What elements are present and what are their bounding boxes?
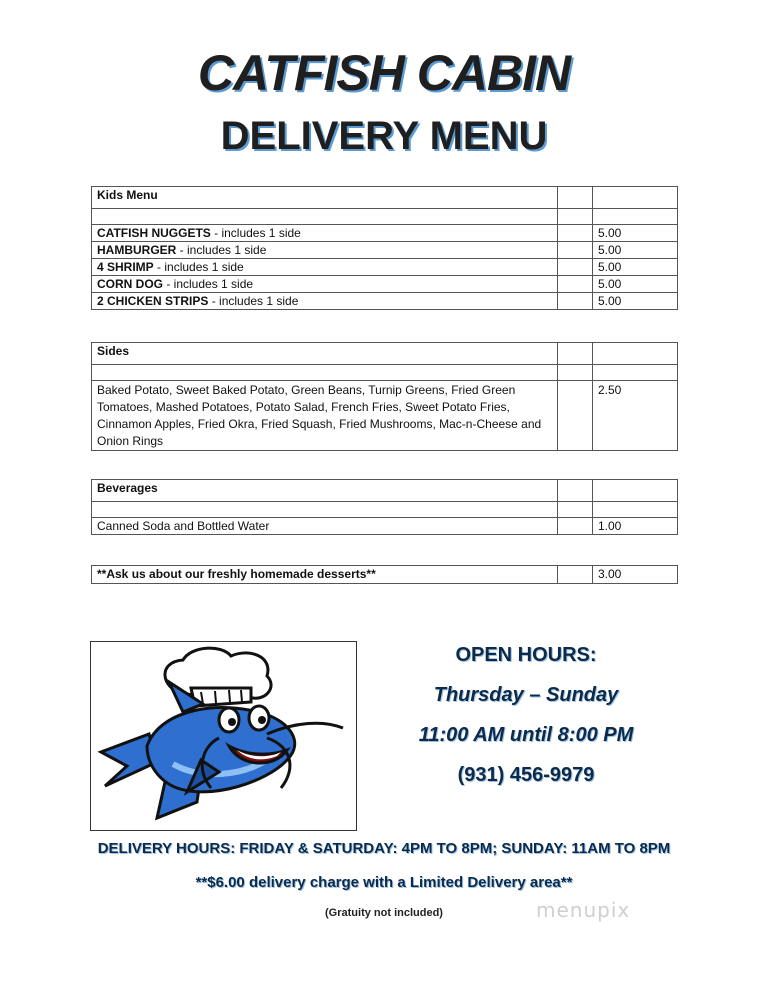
table-row [92,293,678,310]
item-price: 2.50 [593,381,678,451]
phone-number: (931) 456-9979 [457,764,595,786]
table-row [92,566,678,584]
sides-description: Baked Potato, Sweet Baked Potato, Green Beans, Turnip Greens, Fried Green Tomatoes, Mashed Potatoes, Potato Salad, French Fries, Sweet Potato Fries, Cinnamon Apples, Fried Okra, Fried Squash, Fried Mushrooms, Mac-n-Cheese and Onion Rings [92,381,558,451]
open-time: 11:00 AM until 8:00 PM [418,724,634,746]
item-name: CATFISH NUGGETS [97,226,211,240]
item-name: HAMBURGER [97,243,177,257]
open-days: Thursday – Sunday [433,684,619,706]
item-desc: - includes 1 side [153,260,244,274]
delivery-hours: DELIVERY HOURS: FRIDAY & SATURDAY: 4PM TO 8PM; SUNDAY: 11AM TO 8PM [97,840,671,857]
sides-table [91,342,678,451]
gratuity-note: (Gratuity not included) [325,907,443,919]
table-row [92,259,678,276]
menupix-watermark: menupix [536,898,631,922]
item-price: 5.00 [593,276,678,293]
table-row [92,343,678,365]
item-price: 5.00 [593,225,678,242]
item-price: 1.00 [593,518,678,535]
item-name: 4 SHRIMP [97,260,154,274]
item-desc: - includes 1 side [210,226,301,240]
item-name: CORN DOG [97,277,163,291]
catfish-chef-icon [91,642,356,830]
desserts-note: **Ask us about our freshly homemade desserts** [92,566,558,584]
item-price: 3.00 [593,566,678,584]
item-desc: - includes 1 side [176,243,267,257]
beverages-heading: Beverages [92,480,558,502]
table-row [92,480,678,502]
table-row [92,187,678,209]
item-price: 5.00 [593,242,678,259]
kids-menu-heading: Kids Menu [92,187,558,209]
item-desc: - includes 1 side [163,277,254,291]
restaurant-title: CATFISH CABIN [197,45,571,101]
table-row [92,518,678,535]
kids-menu-table [91,186,678,310]
beverages-table [91,479,678,535]
table-row [92,276,678,293]
beverage-item: Canned Soda and Bottled Water [92,518,558,535]
delivery-charge-note: **$6.00 delivery charge with a Limited Delivery area** [195,874,573,891]
table-row [92,242,678,259]
catfish-logo-box [90,641,357,831]
desserts-table [91,565,678,584]
item-desc: - includes 1 side [208,294,299,308]
item-price: 5.00 [593,259,678,276]
item-price: 5.00 [593,293,678,310]
sides-heading: Sides [92,343,558,365]
table-row [92,225,678,242]
item-name: 2 CHICKEN STRIPS [97,294,209,308]
menu-subtitle: DELIVERY MENU [220,114,548,158]
open-hours-title: OPEN HOURS: [455,644,597,666]
table-row [92,381,678,451]
